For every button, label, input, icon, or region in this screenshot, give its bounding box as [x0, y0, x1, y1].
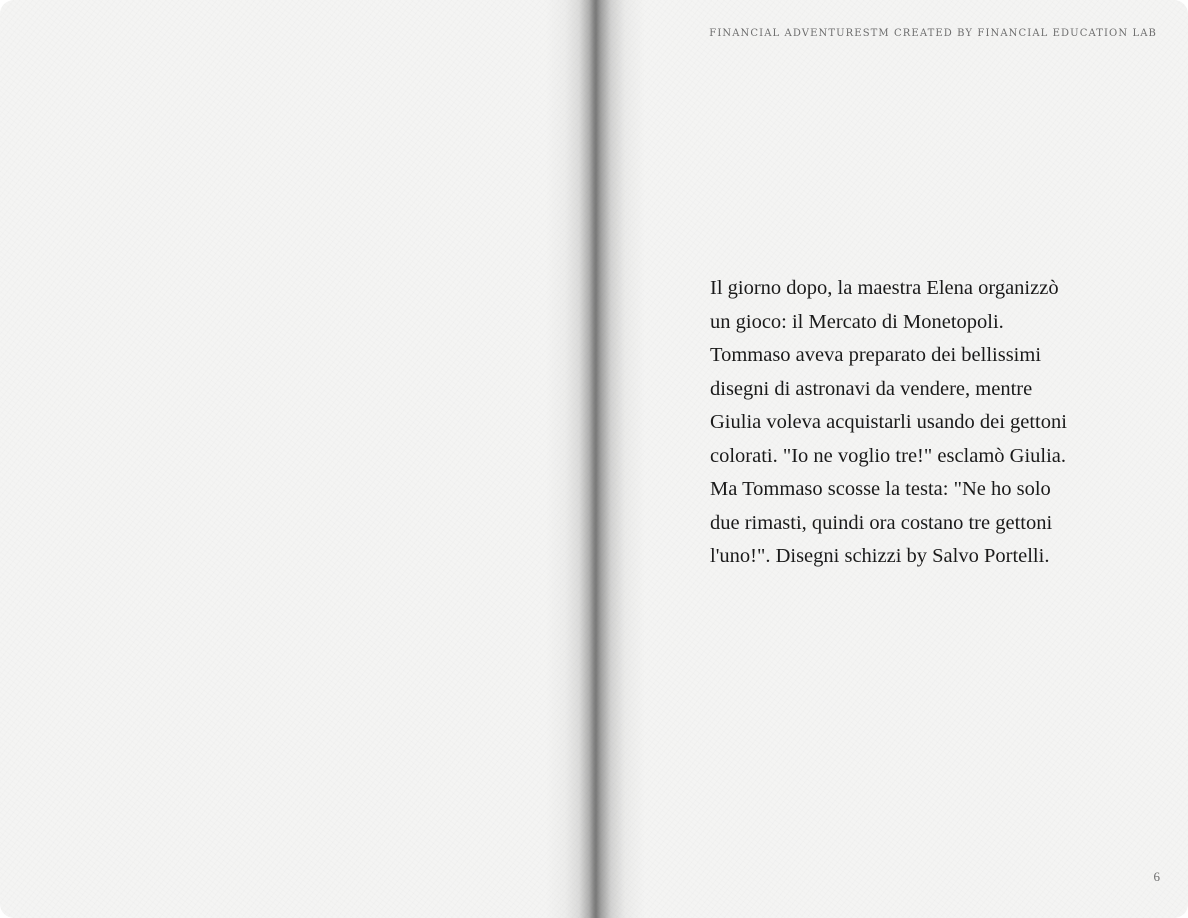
story-paragraph: Il giorno dopo, la maestra Elena organizzò un gioco: il Mercato di Monetopoli. Tommaso aveva preparato dei bellissimi disegni di astronavi da vendere, mentre Giulia voleva acquistarli usando dei gettoni colorati. "Io ne voglio tre!" esclamò Giulia. Ma Tommaso scosse la testa: "Ne ho solo due rimasti, quindi ora costano tre gettoni l'uno!". Disegni schizzi by Salvo Portelli. — [710, 277, 1067, 567]
running-header: FINANCIAL ADVENTURESTM CREATED BY FINANCIAL EDUCATION LAB — [709, 28, 1157, 39]
page-number: 6 — [1153, 869, 1160, 884]
right-page[interactable] — [594, 0, 1188, 918]
